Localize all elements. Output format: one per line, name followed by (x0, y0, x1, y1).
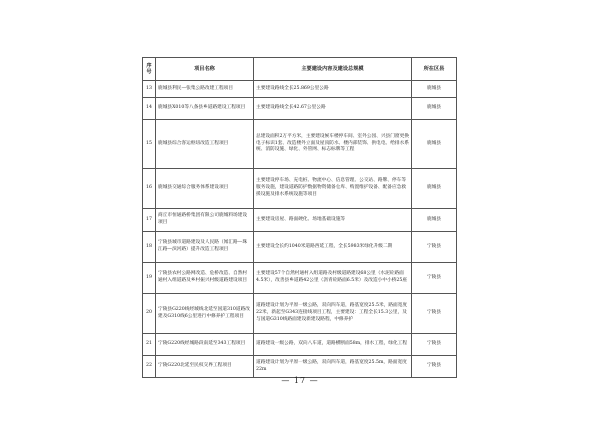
table-row (143, 356, 457, 378)
row-no: 22 (143, 356, 156, 378)
row-content: 主要建设停车场、充电桩、物流中心、信息管理、公交站、路牌、停车等服务设施，建设道路防护数据物资储备仓库、购置维护设备、配备应急救援设施及排水系统设施等项目 (254, 169, 412, 209)
row-no: 15 (143, 120, 156, 169)
row-region: 鹿城县 (412, 120, 457, 169)
header-region: 所在区县 (412, 58, 457, 81)
row-region: 宁陵县 (412, 263, 457, 294)
row-region: 鹿城县 (412, 169, 457, 209)
table-header-row (143, 58, 457, 81)
row-no: 13 (143, 81, 156, 98)
row-no: 16 (143, 169, 156, 209)
row-no: 20 (143, 294, 156, 334)
row-content: 主要建设全长约1040米道路西延工程，全长5983米绿化升级二期 (254, 232, 412, 263)
row-region: 鹿城县 (412, 81, 457, 98)
row-name: 宁陵县城市道路建设及人民路（闻汇路—珠江路—滨河路）提升改造工程项目 (156, 232, 254, 263)
row-content: 主要建设路线全长42.67公里公路 (254, 98, 412, 120)
row-name: 宁陵G220线经城路段南延至343工程项目 (156, 334, 254, 356)
row-region: 宁陵县 (412, 294, 457, 334)
row-content: 主要建设路线全长25.869公里公路 (254, 81, 412, 98)
row-content: 总建设面积2万平方米，主要建设候车楼停车间、室外公园、兴县门窗更换电子标识1套、改造楼外立面及屋顶防水、楼内部装饰、供电电、给排水系统、消防设施、绿化、外管网、标志标牌等工程 (254, 120, 412, 169)
row-no: 17 (143, 209, 156, 232)
row-no: 19 (143, 263, 156, 294)
row-name: 宁陵县G220线经城线北延至国道310道路改建及G310线6公里进行中修养护工程项目 (156, 294, 254, 334)
row-content: 道路建设计划为平原一级公路，双向四车道，路基宽度25.5米，路面宽度22米，新起至G343连接线项目工程，主要建设：工程全长15.3公里，及与国道G310线路面建设新建设路程，中修养护 (254, 294, 412, 334)
header-no: 序号 (143, 58, 156, 81)
row-content: 道路建设计划为平原一级公路，双向四车道，路基宽度25.5m，路面宽度22m (254, 356, 412, 378)
table-row (143, 334, 457, 356)
project-table (142, 57, 457, 378)
table-row (143, 120, 457, 169)
row-no: 18 (143, 232, 156, 263)
table-row (143, 294, 457, 334)
row-region: 鹿城县 (412, 209, 457, 232)
row-name: 鹿城县X010等八条县乡道路建设工程项目 (156, 98, 254, 120)
row-name: 商丘市恒通路桥集团有限公司鹿城料场建设项目 (156, 209, 254, 232)
row-region: 鹿城县 (412, 98, 457, 120)
table-row (143, 263, 457, 294)
table-row (143, 98, 457, 120)
table-row (143, 209, 457, 232)
row-name: 鹿城县利民—张集公路改建工程项目 (156, 81, 254, 98)
table-row (143, 232, 457, 263)
page-number: — 17 — (281, 376, 319, 385)
row-name: 鹿城县综合客运枢纽改造工程项目 (156, 120, 254, 169)
row-content: 主要建设房屋、路面硬化、场地基础设施等 (254, 209, 412, 232)
row-content: 道路建设一级公路，双向八车道，道路横断面58m，排水工程，绿化工程 (254, 334, 412, 356)
header-content: 主要建设内容及建设总规模 (254, 58, 412, 81)
row-no: 14 (143, 98, 156, 120)
row-name: 宁陵G220北延至民权交界工程项目 (156, 356, 254, 378)
row-content: 主要建设57个自然村通村入组道路及村级道路建设68公里（水泥砼路面4.5米），改善县乡道路42公里（沥青砼路面6.5米）及改造小中小桥25座 (254, 263, 412, 294)
row-name: 宁陵县农村公路网改造、危桥改造、自然村通村入组道路及乡村振兴村级道路建设项目 (156, 263, 254, 294)
row-no: 21 (143, 334, 156, 356)
row-name: 鹿城县交通综合服务体系建设项目 (156, 169, 254, 209)
row-region: 宁陵县 (412, 334, 457, 356)
header-name: 项目名称 (156, 58, 254, 81)
table-row (143, 81, 457, 98)
table-row (143, 169, 457, 209)
row-region: 宁陵县 (412, 356, 457, 378)
row-region: 宁陵县 (412, 232, 457, 263)
